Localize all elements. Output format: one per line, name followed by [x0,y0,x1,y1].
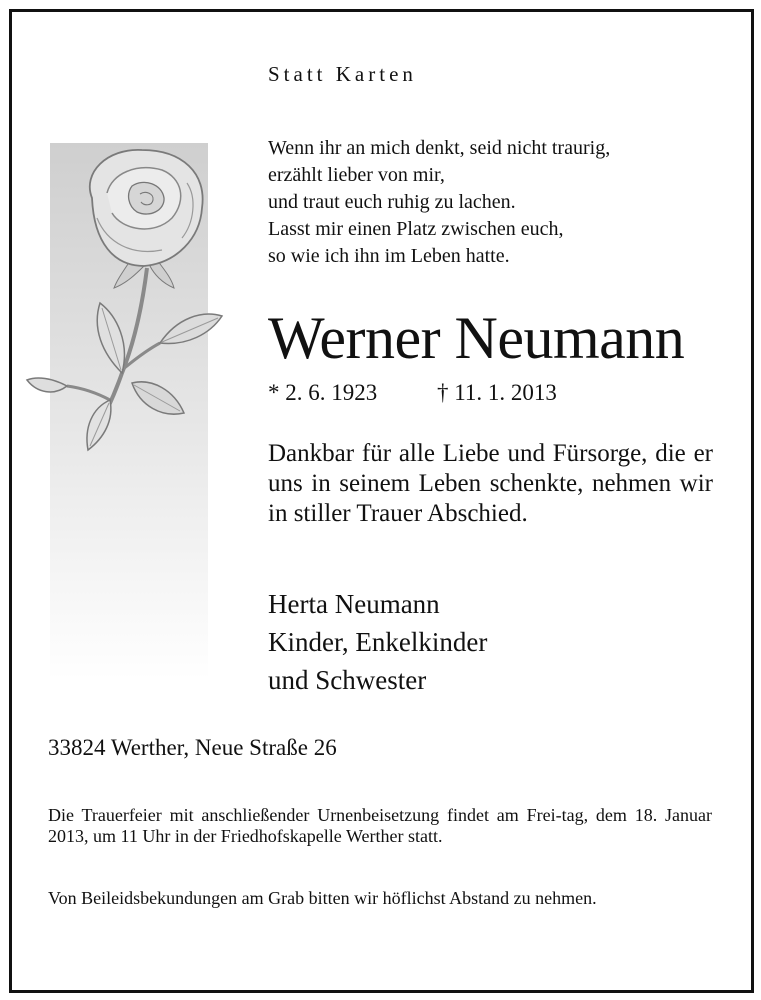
life-dates [268,378,557,408]
poem-line: erzählt lieber von mir, [268,164,445,186]
deceased-name: Werner Neumann [268,305,685,371]
family-line: Herta Neumann [268,589,440,619]
rose-illustration-icon [22,138,252,478]
poem-line: Wenn ihr an mich denkt, seid nicht traurig, [268,137,611,159]
poem-line: Lasst mir einen Platz zwischen euch, [268,218,564,240]
address: 33824 Werther, Neue Straße 26 [48,735,337,760]
family-line: und Schwester [268,665,427,695]
thanks-text: Dankbar für alle Liebe und Fürsorge, die er uns in seinem Leben schenkte, nehmen wir in stiller Trauer Abschied. [268,440,713,527]
header-statt-karten: Statt Karten [268,62,417,86]
birth-date: * 2. 6. 1923 [268,380,378,405]
poem [268,135,610,270]
death-date: † 11. 1. 2013 [437,380,557,405]
condolence-notice: Von Beileidsbekundungen am Grab bitten wir höflichst Abstand zu nehmen. [48,888,597,908]
poem-line: und traut euch ruhig zu lachen. [268,191,516,213]
funeral-notice: Die Trauerfeier mit anschließender Urnenbeisetzung findet am Frei-tag, dem 18. Januar 2013, um 11 Uhr in der Friedhofskapelle Werther statt. [48,805,712,846]
family-line: Kinder, Enkelkinder [268,627,488,657]
poem-line: so wie ich ihn im Leben hatte. [268,245,510,267]
family-signatures [268,585,487,699]
